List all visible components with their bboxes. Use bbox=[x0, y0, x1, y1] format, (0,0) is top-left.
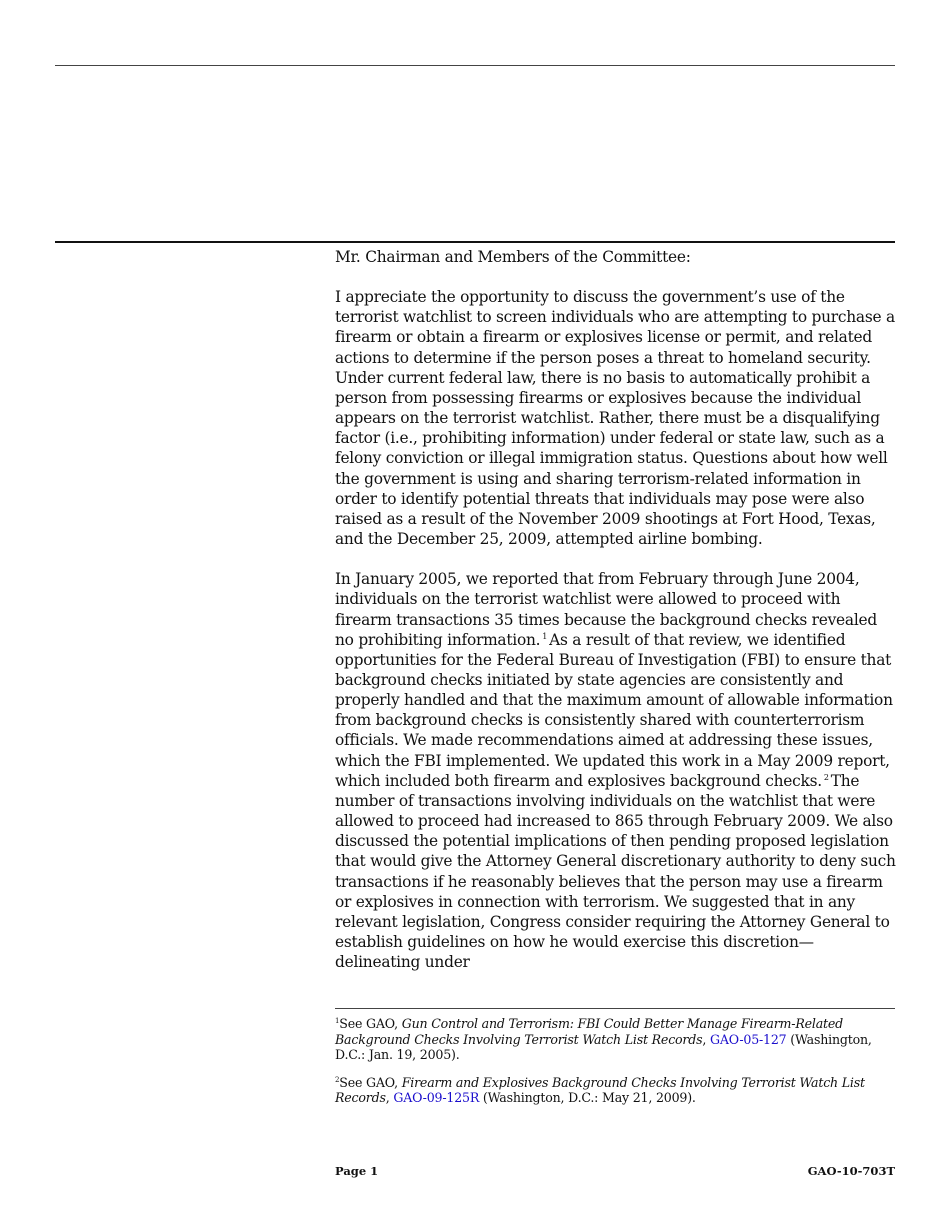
footnotes bbox=[335, 1016, 895, 1118]
paragraph-2-part-c: The number of transactions involving individuals on the watchlist that were allowed to proceed had increased to 865 through February 2009. We also discussed the potential implications of then pending proposed legislation that would give the Attorney General discretionary authority to deny such transactions if he reasonably believes that the person may use a firearm or explosives in connection with terrorism. We suggested that in any relevant legislation, Congress consider requiring the Attorney General to establish guidelines on how he would exercise this discretion—delineating under bbox=[335, 771, 896, 972]
footnote-title: Gun Control and Terrorism: FBI Could Better Manage Firearm-Related Background Checks Involving Terrorist Watch List Records bbox=[335, 1016, 843, 1047]
footnote-number: 1 bbox=[335, 1016, 340, 1025]
paragraph-2-part-b: As a result of that review, we identified opportunities for the Federal Bureau of Investigation (FBI) to ensure that background checks initiated by state agencies are consistently and properly handled and that the maximum amount of allowable information from background checks is consistently shared with counterterrorism officials. We made recommendations aimed at addressing these issues, which the FBI implemented. We updated this work in a May 2009 report, which included both firearm and explosives background checks. bbox=[335, 630, 893, 790]
paragraph-2-part-a: In January 2005, we reported that from February through June 2004, individuals on the terrorist watchlist were allowed to proceed with firearm transactions 35 times because the background checks revealed no prohibiting information. bbox=[335, 570, 877, 649]
footnote-tail: (Washington, D.C.: May 21, 2009). bbox=[479, 1090, 696, 1105]
paragraph-2 bbox=[335, 569, 897, 972]
footnote-2 bbox=[335, 1075, 895, 1106]
body-text bbox=[335, 247, 897, 992]
footnote-separator: , bbox=[385, 1090, 394, 1105]
report-number: GAO-10-703T bbox=[807, 1164, 895, 1178]
footnote-ref-1[interactable]: 1 bbox=[542, 631, 548, 641]
paragraph-1: I appreciate the opportunity to discuss the government’s use of the terrorist watchlist to screen individuals who are attempting to purchase a firearm or obtain a firearm or explosives license or permit, and related actions to determine if the person poses a threat to homeland security. Under current federal law, there is no basis to automatically prohibit a person from possessing firearms or explosives because the individual appears on the terrorist watchlist. Rather, there must be a disqualifying factor (i.e., prohibiting information) under federal or state law, such as a felony conviction or illegal immigration status. Questions about how well the government is using and sharing terrorism-related information in order to identify potential threats that individuals may pose were also raised as a result of the November 2009 shootings at Fort Hood, Texas, and the December 25, 2009, attempted airline bombing. bbox=[335, 288, 895, 549]
salutation: Mr. Chairman and Members of the Committee: bbox=[335, 248, 691, 266]
section-rule bbox=[55, 241, 895, 243]
footnote-link-gao-09-125r[interactable]: GAO-09-125R bbox=[393, 1090, 480, 1105]
footnote-link-gao-05-127[interactable]: GAO-05-127 bbox=[709, 1031, 787, 1047]
footnote-1 bbox=[335, 1016, 895, 1063]
footnote-lead: See GAO, bbox=[339, 1074, 402, 1090]
footnote-ref-2[interactable]: 2 bbox=[823, 772, 829, 782]
top-rule bbox=[55, 65, 895, 66]
page-number: Page 1 bbox=[335, 1164, 379, 1178]
footnote-lead: See GAO, bbox=[339, 1016, 402, 1031]
footnote-tail: (Washington, D.C.: Jan. 19, 2005). bbox=[335, 1031, 872, 1062]
footnote-title: Firearm and Explosives Background Checks Involving Terrorist Watch List Records bbox=[335, 1074, 865, 1105]
footnote-separator: , bbox=[702, 1031, 710, 1047]
footnote-divider bbox=[335, 1008, 895, 1009]
footnote-number: 2 bbox=[335, 1075, 340, 1084]
